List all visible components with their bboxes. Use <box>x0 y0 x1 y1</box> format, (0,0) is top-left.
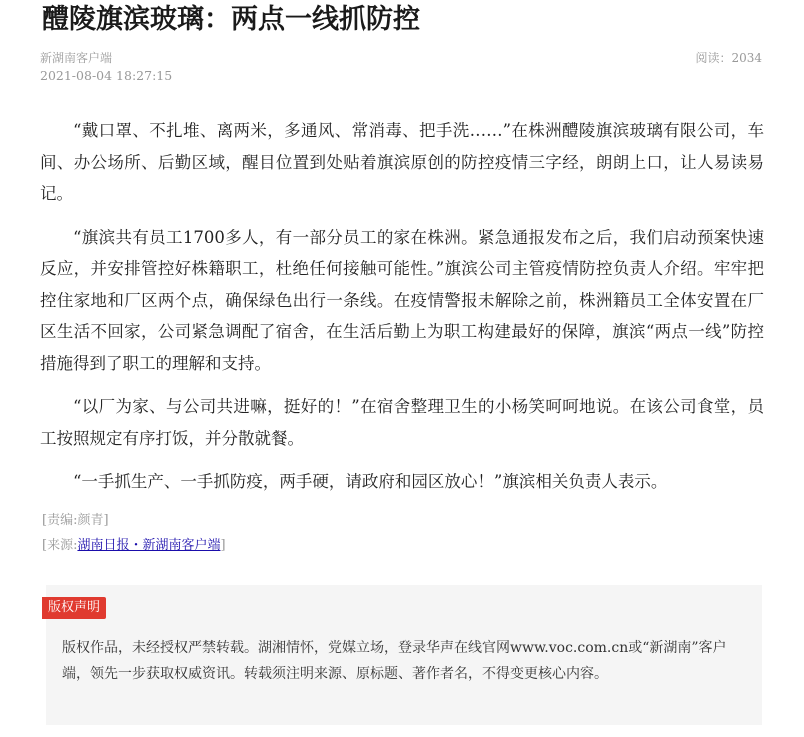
editor-credit: [责编:颜青] <box>42 513 109 528</box>
paragraph: “戴口罩、不扎堆、离两米，多通风、常消毒、把手洗……”在株洲醴陵旗滨玻璃有限公司，车间、办公场所、后勤区域，醒目位置到处贴着旗滨原创的防控疫情三字经，朗朗上口，让人易读易记。 <box>40 121 764 203</box>
publish-time: 2021-08-04 18:27:15 <box>40 68 173 83</box>
source-link[interactable]: 湖南日报・新湖南客户端 <box>77 538 221 553</box>
article-source: 新湖南客户端 <box>40 51 113 65</box>
source-credit <box>42 537 226 555</box>
paragraph: “以厂为家、与公司共进嘛，挺好的！”在宿舍整理卫生的小杨笑呵呵地说。在该公司食堂，员工按照规定有序打饭，并分散就餐。 <box>40 397 764 448</box>
copyright-notice <box>46 585 762 725</box>
paragraph: “一手抓生产、一手抓防疫，两手硬，请政府和园区放心！”旗滨相关负责人表示。 <box>73 472 668 491</box>
paragraph: “旗滨共有员工1700多人，有一部分员工的家在株洲。紧急通报发布之后，我们启动预案快速反应，并安排管控好株籍职工，杜绝任何接触可能性。”旗滨公司主管疫情防控负责人介绍。牢牢把控住家地和厂区两个点，确保绿色出行一条线。在疫情警报未解除之前，株洲籍员工全体安置在厂区生活不回家，公司紧急调配了宿舍，在生活后勤上为职工构建最好的保障，旗滨“两点一线”防控措施得到了职工的理解和支持。 <box>40 227 764 373</box>
copyright-text: 版权作品，未经授权严禁转载。湖湘情怀，党媒立场，登录华声在线官网www.voc.com.cn或“新湖南”客户端，领先一步获取权威资讯。转载须注明来源、原标题、著作者名，不得变更核心内容。 <box>62 640 727 682</box>
article-body <box>40 115 764 510</box>
article-title: 醴陵旗滨玻璃：两点一线抓防控 <box>42 4 420 35</box>
source-suffix: ] <box>220 538 226 553</box>
copyright-badge: 版权声明 <box>42 597 106 619</box>
source-prefix: [来源: <box>42 538 78 553</box>
read-count: 阅读：2034 <box>695 51 762 65</box>
